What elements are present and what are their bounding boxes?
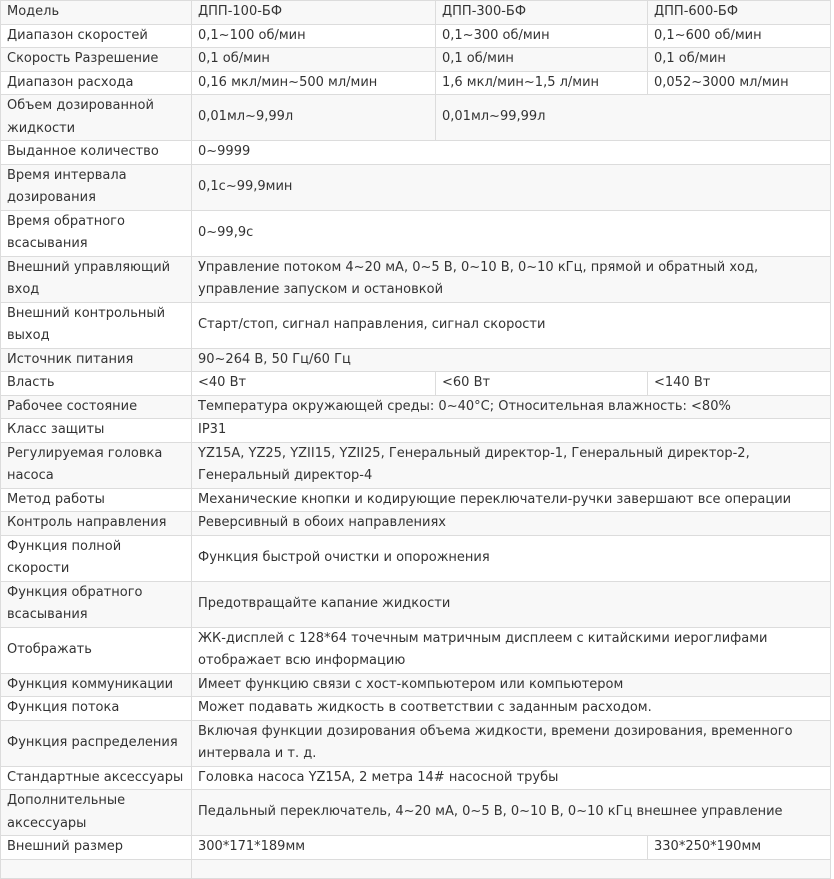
table-row bbox=[1, 395, 831, 419]
value-cell: Может подавать жидкость в соответствии с заданным расходом. bbox=[192, 697, 831, 721]
table-row bbox=[1, 859, 831, 878]
param-label: Класс защиты bbox=[1, 419, 192, 443]
value-cell: Имеет функцию связи с хост-компьютером или компьютером bbox=[192, 673, 831, 697]
value-cell: Старт/стоп, сигнал направления, сигнал скорости bbox=[192, 302, 831, 348]
table-row bbox=[1, 164, 831, 210]
value-cell: Температура окружающей среды: 0~40°C; Относительная влажность: <80% bbox=[192, 395, 831, 419]
header-param-cell: Модель bbox=[1, 1, 192, 25]
table-row bbox=[1, 766, 831, 790]
table-row bbox=[1, 256, 831, 302]
param-label: Время интервала дозирования bbox=[1, 164, 192, 210]
param-label: Метод работы bbox=[1, 488, 192, 512]
value-cell: Управление потоком 4~20 мА, 0~5 В, 0~10 В, 0~10 кГц, прямой и обратный ход, управление запуском и остановкой bbox=[192, 256, 831, 302]
param-label: Функция полной скорости bbox=[1, 535, 192, 581]
param-label: Контроль направления bbox=[1, 512, 192, 536]
value-cell: 0,1 об/мин bbox=[192, 48, 436, 72]
table-row bbox=[1, 372, 831, 396]
table-row bbox=[1, 95, 831, 141]
value-cell: 0,1с~99,9мин bbox=[192, 164, 831, 210]
value-cell: 300*171*189мм bbox=[192, 836, 648, 860]
param-label: Диапазон расхода bbox=[1, 71, 192, 95]
table-row bbox=[1, 442, 831, 488]
table-row bbox=[1, 790, 831, 836]
table-row bbox=[1, 673, 831, 697]
param-label: Рабочее состояние bbox=[1, 395, 192, 419]
table-row bbox=[1, 419, 831, 443]
table-row bbox=[1, 627, 831, 673]
table-row bbox=[1, 581, 831, 627]
param-label: Функция распределения bbox=[1, 720, 192, 766]
value-cell: 0,16 мкл/мин~500 мл/мин bbox=[192, 71, 436, 95]
table-row bbox=[1, 48, 831, 72]
value-cell: <40 Вт bbox=[192, 372, 436, 396]
param-label: Внешний управляющий вход bbox=[1, 256, 192, 302]
value-cell: 0,1~300 об/мин bbox=[436, 24, 648, 48]
header-model-1: ДПП-100-БФ bbox=[192, 1, 436, 25]
value-cell: 0,1~100 об/мин bbox=[192, 24, 436, 48]
value-cell: 330*250*190мм bbox=[648, 836, 831, 860]
value-cell: 90~264 В, 50 Гц/60 Гц bbox=[192, 348, 831, 372]
table-row bbox=[1, 488, 831, 512]
value-cell: Механические кнопки и кодирующие переключатели-ручки завершают все операции bbox=[192, 488, 831, 512]
value-cell: Педальный переключатель, 4~20 мА, 0~5 В, 0~10 В, 0~10 кГц внешнее управление bbox=[192, 790, 831, 836]
header-model-3: ДПП-600-БФ bbox=[648, 1, 831, 25]
value-cell: Включая функции дозирования объема жидкости, времени дозирования, временного интервала и т. д. bbox=[192, 720, 831, 766]
param-label: Отображать bbox=[1, 627, 192, 673]
value-cell: Реверсивный в обоих направлениях bbox=[192, 512, 831, 536]
header-row bbox=[1, 1, 831, 25]
param-label: Выданное количество bbox=[1, 141, 192, 165]
header-model-2: ДПП-300-БФ bbox=[436, 1, 648, 25]
table-row bbox=[1, 24, 831, 48]
param-label: Внешний контрольный выход bbox=[1, 302, 192, 348]
table-row bbox=[1, 71, 831, 95]
param-label: Объем дозированной жидкости bbox=[1, 95, 192, 141]
param-label: Источник питания bbox=[1, 348, 192, 372]
table-row bbox=[1, 210, 831, 256]
table-row bbox=[1, 348, 831, 372]
param-label: Стандартные аксессуары bbox=[1, 766, 192, 790]
param-label: Внешний размер bbox=[1, 836, 192, 860]
value-cell: ЖК-дисплей с 128*64 точечным матричным дисплеем с китайскими иероглифами отображает всю информацию bbox=[192, 627, 831, 673]
value-cell: Предотвращайте капание жидкости bbox=[192, 581, 831, 627]
value-cell: 0,1~600 об/мин bbox=[648, 24, 831, 48]
value-cell: 0,01мл~99,99л bbox=[436, 95, 831, 141]
empty-cell bbox=[192, 859, 831, 878]
value-cell: Головка насоса YZ15A, 2 метра 14# насосной трубы bbox=[192, 766, 831, 790]
table-row bbox=[1, 720, 831, 766]
table-row bbox=[1, 302, 831, 348]
param-label: Дополнительные аксессуары bbox=[1, 790, 192, 836]
value-cell: 0~99,9с bbox=[192, 210, 831, 256]
table-row bbox=[1, 836, 831, 860]
value-cell: 0,052~3000 мл/мин bbox=[648, 71, 831, 95]
param-label: Скорость Разрешение bbox=[1, 48, 192, 72]
value-cell: <60 Вт bbox=[436, 372, 648, 396]
value-cell: 0,01мл~9,99л bbox=[192, 95, 436, 141]
value-cell: 0,1 об/мин bbox=[648, 48, 831, 72]
param-label: Время обратного всасывания bbox=[1, 210, 192, 256]
value-cell: Функция быстрой очистки и опорожнения bbox=[192, 535, 831, 581]
param-label: Диапазон скоростей bbox=[1, 24, 192, 48]
param-label: Функция потока bbox=[1, 697, 192, 721]
param-label: Регулируемая головка насоса bbox=[1, 442, 192, 488]
value-cell: 1,6 мкл/мин~1,5 л/мин bbox=[436, 71, 648, 95]
empty-cell bbox=[1, 859, 192, 878]
value-cell: <140 Вт bbox=[648, 372, 831, 396]
value-cell: IP31 bbox=[192, 419, 831, 443]
table-row bbox=[1, 141, 831, 165]
table-row bbox=[1, 697, 831, 721]
value-cell: 0,1 об/мин bbox=[436, 48, 648, 72]
param-label: Функция коммуникации bbox=[1, 673, 192, 697]
table-row bbox=[1, 535, 831, 581]
param-label: Власть bbox=[1, 372, 192, 396]
value-cell: 0~9999 bbox=[192, 141, 831, 165]
value-cell: YZ15A, YZ25, YZII15, YZII25, Генеральный директор-1, Генеральный директор-2, Генеральный директор-4 bbox=[192, 442, 831, 488]
param-label: Функция обратного всасывания bbox=[1, 581, 192, 627]
table-row bbox=[1, 512, 831, 536]
